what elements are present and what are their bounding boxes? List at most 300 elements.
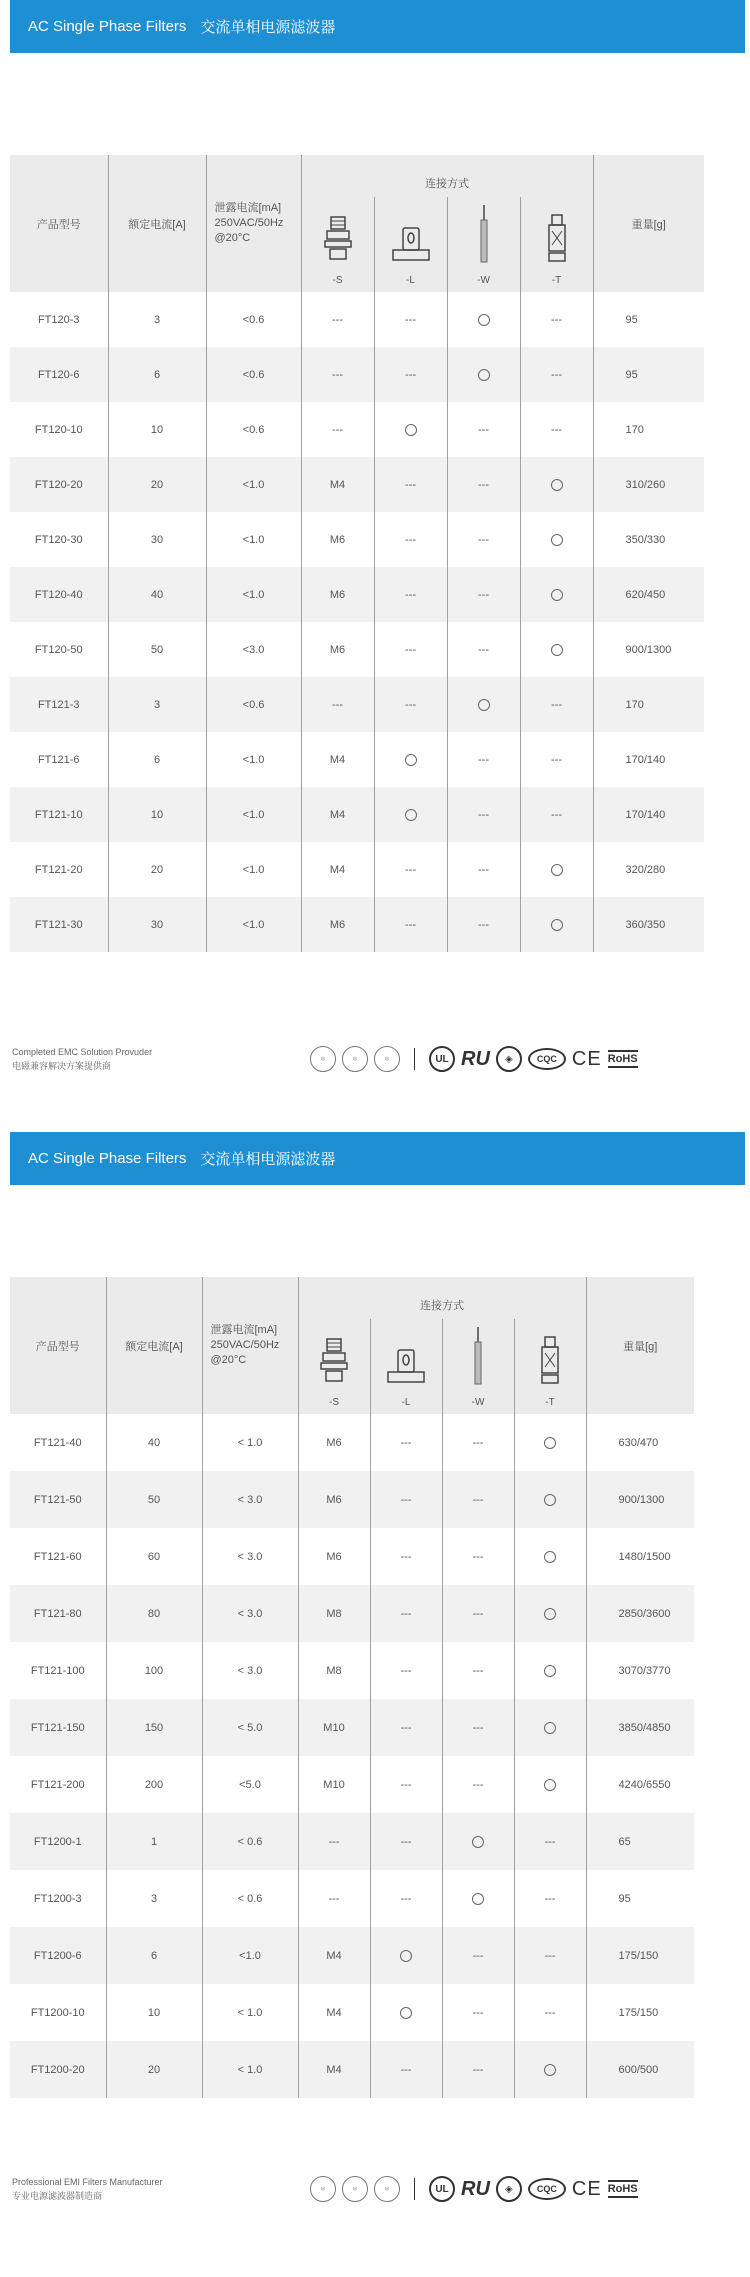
cell-conn-l: --- bbox=[374, 512, 447, 567]
cell-weight: 95 bbox=[625, 368, 638, 381]
cell-model: FT121-200 bbox=[10, 1756, 106, 1813]
cell-conn-s: M6 bbox=[301, 567, 374, 622]
cell-rated-current: 10 bbox=[106, 1984, 202, 2041]
header-conn-l bbox=[374, 197, 447, 292]
table-row bbox=[10, 1471, 694, 1528]
cell-rated-current: 20 bbox=[108, 457, 206, 512]
cell-weight: 1480/1500 bbox=[618, 1550, 671, 1563]
vde-logo-icon: ◈ bbox=[496, 1046, 522, 1072]
cell-rated-current: 10 bbox=[108, 787, 206, 842]
circle-mark-icon bbox=[478, 699, 490, 711]
header-conn-t bbox=[514, 1319, 586, 1414]
cell-rated-current: 80 bbox=[106, 1585, 202, 1642]
ce-logo-icon: CE bbox=[571, 1047, 602, 1070]
cell-conn-t: --- bbox=[520, 677, 593, 732]
cell-conn-s: --- bbox=[301, 402, 374, 457]
screw-terminal-icon bbox=[319, 1337, 349, 1387]
cell-rated-current: 30 bbox=[108, 512, 206, 567]
circle-mark-icon bbox=[400, 1950, 412, 1962]
cell-weight: 170/140 bbox=[625, 753, 666, 766]
cell-model: FT121-60 bbox=[10, 1528, 106, 1585]
cell-conn-t: --- bbox=[514, 1927, 586, 1984]
cell-conn-t: --- bbox=[520, 292, 593, 347]
table-row bbox=[10, 1927, 694, 1984]
table-row bbox=[10, 512, 704, 567]
cell-conn-w: --- bbox=[447, 512, 520, 567]
conn-w-label: -W bbox=[471, 1397, 485, 1408]
cell-conn-w: --- bbox=[447, 897, 520, 952]
ul-logo-icon: UL bbox=[429, 1046, 455, 1072]
table-row bbox=[10, 1414, 694, 1471]
circle-mark-icon bbox=[400, 2007, 412, 2019]
cell-weight: 4240/6550 bbox=[618, 1778, 671, 1791]
table-row bbox=[10, 1870, 694, 1927]
circle-mark-icon bbox=[544, 1437, 556, 1449]
footer-slogan-en: Professional EMI Filters Manufacturer bbox=[12, 2177, 163, 2187]
award-seal-icon: ◎ bbox=[374, 2176, 400, 2202]
cell-rated-current: 30 bbox=[108, 897, 206, 952]
cell-rated-current: 10 bbox=[108, 402, 206, 457]
cell-leakage: <0.6 bbox=[206, 677, 301, 732]
circle-mark-icon bbox=[544, 1608, 556, 1620]
cell-conn-l: --- bbox=[370, 1528, 442, 1585]
cell-conn-s: M4 bbox=[301, 842, 374, 897]
table-row bbox=[10, 2041, 694, 2098]
cell-model: FT1200-20 bbox=[10, 2041, 106, 2098]
banner-title-zh: 交流单相电源滤波器 bbox=[200, 19, 336, 36]
cell-conn-w bbox=[442, 1870, 514, 1927]
fast-on-terminal-icon bbox=[540, 1335, 560, 1387]
ur-logo-icon: RU bbox=[461, 1047, 490, 1070]
screw-terminal-icon bbox=[323, 215, 353, 265]
cell-rated-current: 6 bbox=[108, 732, 206, 787]
cell-conn-l bbox=[374, 732, 447, 787]
cell-conn-t bbox=[514, 1756, 586, 1813]
ce-logo-icon: CE bbox=[571, 2177, 602, 2200]
header-model: 产品型号 bbox=[10, 1277, 106, 1414]
cell-conn-w bbox=[447, 677, 520, 732]
cell-leakage: <1.0 bbox=[206, 842, 301, 897]
cell-conn-t: --- bbox=[514, 1870, 586, 1927]
cell-conn-w: --- bbox=[442, 1414, 514, 1471]
award-seal-icon: ◎ bbox=[342, 2176, 368, 2202]
cell-weight: 360/350 bbox=[625, 918, 666, 931]
cell-conn-t bbox=[520, 457, 593, 512]
divider bbox=[414, 2178, 415, 2200]
cell-model: FT121-20 bbox=[10, 842, 108, 897]
cell-conn-t: --- bbox=[514, 1813, 586, 1870]
cell-conn-t: --- bbox=[514, 1984, 586, 2041]
header-rated-current: 额定电流[A] bbox=[108, 155, 206, 292]
footer-slogan-zh: 电磁兼容解决方案提供商 bbox=[12, 1061, 112, 1071]
circle-mark-icon bbox=[544, 1494, 556, 1506]
cell-model: FT1200-3 bbox=[10, 1870, 106, 1927]
cell-weight: 350/330 bbox=[625, 533, 666, 546]
cell-conn-t bbox=[514, 2041, 586, 2098]
cell-conn-w bbox=[442, 1813, 514, 1870]
cell-rated-current: 100 bbox=[106, 1642, 202, 1699]
cell-leakage: <0.6 bbox=[206, 347, 301, 402]
cell-rated-current: 150 bbox=[106, 1699, 202, 1756]
cell-conn-s: M4 bbox=[301, 732, 374, 787]
cell-weight: 170/140 bbox=[625, 808, 666, 821]
cqc-logo-icon: CQC bbox=[528, 2178, 566, 2200]
header-leakage-line2: 250VAC/50Hz bbox=[214, 217, 284, 229]
table-row bbox=[10, 567, 704, 622]
circle-mark-icon bbox=[478, 314, 490, 326]
banner-title-en: AC Single Phase Filters bbox=[28, 1150, 187, 1167]
circle-mark-icon bbox=[551, 479, 563, 491]
table-body bbox=[10, 1414, 694, 2098]
award-seal-icon: ◎ bbox=[310, 1046, 336, 1072]
table-row bbox=[10, 1984, 694, 2041]
cell-conn-s: M6 bbox=[298, 1414, 370, 1471]
header-leakage-line1: 泄露电流[mA] bbox=[214, 202, 282, 214]
cell-leakage: < 1.0 bbox=[202, 1984, 298, 2041]
header-conn-l bbox=[370, 1319, 442, 1414]
footer-slogan-zh: 专业电源滤波器制造商 bbox=[12, 2191, 103, 2201]
circle-mark-icon bbox=[544, 1722, 556, 1734]
cell-conn-w: --- bbox=[447, 787, 520, 842]
wire-lead-icon bbox=[478, 205, 490, 265]
header-conn-s bbox=[298, 1319, 370, 1414]
cell-model: FT121-6 bbox=[10, 732, 108, 787]
cell-weight: 175/150 bbox=[618, 2006, 659, 2019]
cell-conn-l: --- bbox=[370, 1414, 442, 1471]
rohs-logo-icon: RoHS bbox=[608, 1050, 638, 1068]
table-row bbox=[10, 1813, 694, 1870]
cell-conn-w: --- bbox=[442, 2041, 514, 2098]
cell-conn-w: --- bbox=[442, 1471, 514, 1528]
certification-logos bbox=[310, 2171, 638, 2207]
table-row bbox=[10, 897, 704, 952]
circle-mark-icon bbox=[544, 1779, 556, 1791]
cell-conn-s: M6 bbox=[301, 622, 374, 677]
conn-s-label: -S bbox=[332, 275, 343, 286]
cell-conn-t bbox=[514, 1642, 586, 1699]
header-conn-w bbox=[442, 1319, 514, 1414]
cell-leakage: <1.0 bbox=[206, 567, 301, 622]
cell-leakage: <1.0 bbox=[206, 512, 301, 567]
cell-model: FT121-50 bbox=[10, 1471, 106, 1528]
cell-weight: 95 bbox=[618, 1892, 631, 1905]
cell-conn-w: --- bbox=[442, 1528, 514, 1585]
cell-conn-w: --- bbox=[442, 1756, 514, 1813]
cell-rated-current: 6 bbox=[108, 347, 206, 402]
footer-text bbox=[12, 2175, 163, 2203]
cell-conn-s: M4 bbox=[298, 2041, 370, 2098]
cell-leakage: < 1.0 bbox=[202, 1414, 298, 1471]
cell-conn-s: --- bbox=[301, 292, 374, 347]
cell-conn-w: --- bbox=[447, 622, 520, 677]
cell-conn-s: M6 bbox=[298, 1471, 370, 1528]
cell-model: FT120-3 bbox=[10, 292, 108, 347]
cell-weight: 170 bbox=[625, 698, 644, 711]
cell-conn-t: --- bbox=[520, 347, 593, 402]
cell-model: FT121-100 bbox=[10, 1642, 106, 1699]
circle-mark-icon bbox=[544, 2064, 556, 2076]
cell-rated-current: 6 bbox=[106, 1927, 202, 1984]
header-leakage-line3: @20°C bbox=[210, 1354, 247, 1366]
cell-weight: 310/260 bbox=[625, 478, 666, 491]
cell-conn-w: --- bbox=[442, 1642, 514, 1699]
cell-conn-t bbox=[520, 897, 593, 952]
cell-conn-l: --- bbox=[374, 897, 447, 952]
cell-model: FT1200-1 bbox=[10, 1813, 106, 1870]
cell-conn-l: --- bbox=[370, 1870, 442, 1927]
header-connection: 连接方式 bbox=[298, 1277, 586, 1319]
header-leakage bbox=[206, 155, 301, 292]
wire-lead-icon bbox=[472, 1327, 484, 1387]
banner-title-zh: 交流单相电源滤波器 bbox=[200, 1151, 336, 1168]
cell-model: FT121-150 bbox=[10, 1699, 106, 1756]
circle-mark-icon bbox=[551, 589, 563, 601]
circle-mark-icon bbox=[405, 809, 417, 821]
cell-conn-l: --- bbox=[374, 842, 447, 897]
cell-leakage: <1.0 bbox=[206, 897, 301, 952]
cell-conn-l: --- bbox=[374, 622, 447, 677]
cell-weight: 900/1300 bbox=[625, 643, 672, 656]
cell-conn-l: --- bbox=[374, 677, 447, 732]
cell-conn-t: --- bbox=[520, 732, 593, 787]
cell-conn-t bbox=[514, 1699, 586, 1756]
cell-conn-l: --- bbox=[370, 1585, 442, 1642]
cell-conn-t bbox=[514, 1414, 586, 1471]
cell-leakage: < 0.6 bbox=[202, 1870, 298, 1927]
cell-conn-s: M4 bbox=[298, 1984, 370, 2041]
cell-rated-current: 50 bbox=[106, 1471, 202, 1528]
cell-rated-current: 3 bbox=[108, 677, 206, 732]
cell-leakage: <1.0 bbox=[206, 787, 301, 842]
circle-mark-icon bbox=[544, 1551, 556, 1563]
table-body bbox=[10, 292, 704, 952]
table-row bbox=[10, 622, 704, 677]
cell-conn-l bbox=[374, 402, 447, 457]
circle-mark-icon bbox=[551, 644, 563, 656]
circle-mark-icon bbox=[551, 919, 563, 931]
cell-conn-l: --- bbox=[370, 1642, 442, 1699]
cell-model: FT1200-10 bbox=[10, 1984, 106, 2041]
table-row bbox=[10, 1756, 694, 1813]
table-row bbox=[10, 1528, 694, 1585]
cell-conn-w: --- bbox=[447, 842, 520, 897]
cell-conn-w: --- bbox=[447, 402, 520, 457]
banner-title-en: AC Single Phase Filters bbox=[28, 18, 187, 35]
header-conn-t bbox=[520, 197, 593, 292]
circle-mark-icon bbox=[551, 534, 563, 546]
cell-rated-current: 1 bbox=[106, 1813, 202, 1870]
cell-rated-current: 50 bbox=[108, 622, 206, 677]
cell-model: FT120-6 bbox=[10, 347, 108, 402]
table-row bbox=[10, 677, 704, 732]
cell-rated-current: 40 bbox=[108, 567, 206, 622]
cell-conn-l: --- bbox=[370, 2041, 442, 2098]
cell-model: FT120-50 bbox=[10, 622, 108, 677]
fast-on-terminal-icon bbox=[547, 213, 567, 265]
cell-conn-w bbox=[447, 292, 520, 347]
circle-mark-icon bbox=[472, 1893, 484, 1905]
lug-terminal-icon bbox=[386, 1347, 426, 1387]
table-row bbox=[10, 402, 704, 457]
table-row bbox=[10, 732, 704, 787]
header-leakage-line1: 泄露电流[mA] bbox=[210, 1324, 278, 1336]
cell-conn-t bbox=[520, 842, 593, 897]
cell-conn-l: --- bbox=[374, 567, 447, 622]
cqc-logo-icon: CQC bbox=[528, 1048, 566, 1070]
cell-weight: 600/500 bbox=[618, 2063, 659, 2076]
cell-model: FT120-20 bbox=[10, 457, 108, 512]
cell-weight: 630/470 bbox=[618, 1436, 659, 1449]
cell-weight: 900/1300 bbox=[618, 1493, 665, 1506]
cell-weight: 620/450 bbox=[625, 588, 666, 601]
cell-model: FT121-10 bbox=[10, 787, 108, 842]
cell-conn-w: --- bbox=[442, 1984, 514, 2041]
cell-leakage: < 3.0 bbox=[202, 1585, 298, 1642]
cell-conn-t bbox=[520, 567, 593, 622]
table-row bbox=[10, 1699, 694, 1756]
cell-model: FT121-3 bbox=[10, 677, 108, 732]
cell-conn-l: --- bbox=[374, 347, 447, 402]
filter-spec-table bbox=[10, 155, 704, 952]
cell-conn-s: M4 bbox=[301, 457, 374, 512]
cell-conn-t bbox=[514, 1471, 586, 1528]
cell-conn-l: --- bbox=[370, 1471, 442, 1528]
cell-leakage: < 1.0 bbox=[202, 2041, 298, 2098]
header-rated-current: 额定电流[A] bbox=[106, 1277, 202, 1414]
cell-weight: 2850/3600 bbox=[618, 1607, 671, 1620]
cell-conn-s: M10 bbox=[298, 1699, 370, 1756]
table-row bbox=[10, 787, 704, 842]
cell-conn-l: --- bbox=[370, 1699, 442, 1756]
cell-conn-s: --- bbox=[301, 677, 374, 732]
cell-leakage: <5.0 bbox=[202, 1756, 298, 1813]
cell-model: FT1200-6 bbox=[10, 1927, 106, 1984]
header-leakage-line2: 250VAC/50Hz bbox=[210, 1339, 280, 1351]
cell-leakage: <1.0 bbox=[202, 1927, 298, 1984]
cell-conn-s: M6 bbox=[301, 897, 374, 952]
cell-leakage: <0.6 bbox=[206, 292, 301, 347]
cell-conn-s: --- bbox=[298, 1870, 370, 1927]
divider bbox=[414, 1048, 415, 1070]
cell-leakage: < 3.0 bbox=[202, 1642, 298, 1699]
header-conn-s bbox=[301, 197, 374, 292]
cell-weight: 65 bbox=[618, 1835, 631, 1848]
circle-mark-icon bbox=[405, 754, 417, 766]
section-banner bbox=[10, 0, 745, 53]
cell-weight: 170 bbox=[625, 423, 644, 436]
cell-leakage: < 3.0 bbox=[202, 1528, 298, 1585]
header-model: 产品型号 bbox=[10, 155, 108, 292]
award-seal-icon: ◎ bbox=[374, 1046, 400, 1072]
cell-weight: 95 bbox=[625, 313, 638, 326]
award-seal-icon: ◎ bbox=[342, 1046, 368, 1072]
conn-w-label: -W bbox=[477, 275, 490, 286]
cell-leakage: <0.6 bbox=[206, 402, 301, 457]
lug-terminal-icon bbox=[391, 225, 431, 265]
circle-mark-icon bbox=[551, 864, 563, 876]
cell-leakage: <3.0 bbox=[206, 622, 301, 677]
table-row bbox=[10, 1585, 694, 1642]
cell-leakage: < 0.6 bbox=[202, 1813, 298, 1870]
cell-model: FT121-30 bbox=[10, 897, 108, 952]
circle-mark-icon bbox=[478, 369, 490, 381]
certification-logos bbox=[310, 1041, 638, 1077]
cell-conn-s: --- bbox=[301, 347, 374, 402]
filter-spec-table bbox=[10, 1277, 694, 2098]
cell-conn-t: --- bbox=[520, 787, 593, 842]
cell-conn-t: --- bbox=[520, 402, 593, 457]
cell-conn-s: M10 bbox=[298, 1756, 370, 1813]
cell-leakage: < 5.0 bbox=[202, 1699, 298, 1756]
header-weight: 重量[g] bbox=[623, 1340, 658, 1353]
cell-weight: 3850/4850 bbox=[618, 1721, 671, 1734]
circle-mark-icon bbox=[544, 1665, 556, 1677]
cell-conn-s: --- bbox=[298, 1813, 370, 1870]
header-weight: 重量[g] bbox=[631, 218, 666, 231]
cell-conn-t bbox=[514, 1585, 586, 1642]
conn-s-label: -S bbox=[329, 1397, 339, 1408]
cell-conn-s: M4 bbox=[298, 1927, 370, 1984]
circle-mark-icon bbox=[472, 1836, 484, 1848]
cell-rated-current: 40 bbox=[106, 1414, 202, 1471]
conn-l-label: -L bbox=[406, 275, 415, 286]
table-row bbox=[10, 842, 704, 897]
cell-conn-w: --- bbox=[442, 1927, 514, 1984]
cell-rated-current: 3 bbox=[108, 292, 206, 347]
table-row bbox=[10, 347, 704, 402]
cell-conn-w bbox=[447, 347, 520, 402]
cell-model: FT121-40 bbox=[10, 1414, 106, 1471]
circle-mark-icon bbox=[405, 424, 417, 436]
cell-conn-l: --- bbox=[374, 457, 447, 512]
cell-weight: 175/150 bbox=[618, 1949, 659, 1962]
cell-conn-l bbox=[370, 1927, 442, 1984]
cell-weight: 3070/3770 bbox=[618, 1664, 671, 1677]
header-leakage-line3: @20°C bbox=[214, 232, 251, 244]
cell-conn-w: --- bbox=[442, 1585, 514, 1642]
cell-conn-s: M8 bbox=[298, 1585, 370, 1642]
rohs-logo-icon: RoHS bbox=[608, 2180, 638, 2198]
cell-conn-t bbox=[520, 622, 593, 677]
conn-t-label: -T bbox=[545, 1397, 555, 1408]
ul-logo-icon: UL bbox=[429, 2176, 455, 2202]
cell-rated-current: 20 bbox=[106, 2041, 202, 2098]
cell-weight: 320/280 bbox=[625, 863, 666, 876]
cell-rated-current: 200 bbox=[106, 1756, 202, 1813]
cell-conn-t bbox=[514, 1528, 586, 1585]
conn-t-label: -T bbox=[551, 275, 562, 286]
cell-conn-s: M4 bbox=[301, 787, 374, 842]
page-footer bbox=[10, 2165, 745, 2215]
cell-conn-w: --- bbox=[447, 567, 520, 622]
cell-conn-s: M6 bbox=[298, 1528, 370, 1585]
cell-model: FT120-30 bbox=[10, 512, 108, 567]
cell-leakage: <1.0 bbox=[206, 457, 301, 512]
award-seal-icon: ◎ bbox=[310, 2176, 336, 2202]
cell-conn-l bbox=[374, 787, 447, 842]
cell-model: FT121-80 bbox=[10, 1585, 106, 1642]
cell-conn-l: --- bbox=[374, 292, 447, 347]
cell-conn-w: --- bbox=[447, 732, 520, 787]
footer-text bbox=[12, 1045, 152, 1073]
cell-leakage: < 3.0 bbox=[202, 1471, 298, 1528]
cell-conn-w: --- bbox=[442, 1699, 514, 1756]
ur-logo-icon: RU bbox=[461, 2177, 490, 2200]
conn-l-label: -L bbox=[401, 1397, 411, 1408]
cell-rated-current: 3 bbox=[106, 1870, 202, 1927]
header-leakage bbox=[202, 1277, 298, 1414]
cell-conn-t bbox=[520, 512, 593, 567]
